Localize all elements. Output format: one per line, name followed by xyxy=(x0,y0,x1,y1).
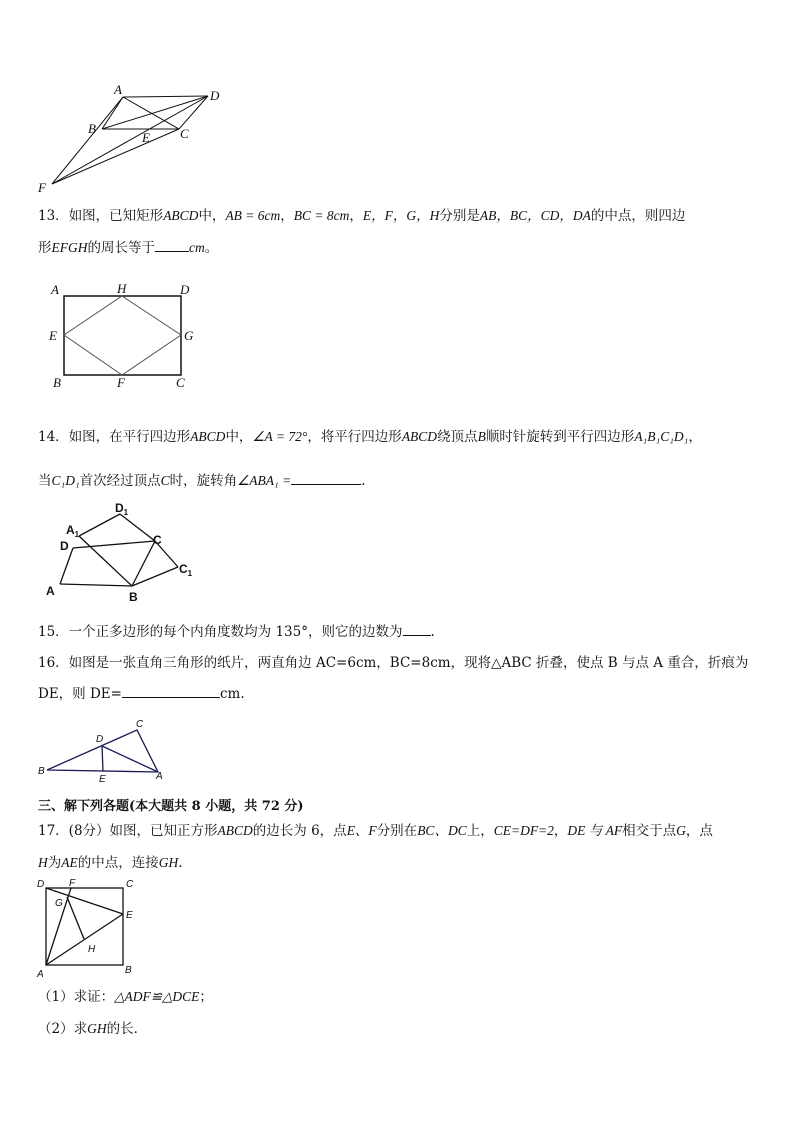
q17-text: 的中点，连接 xyxy=(77,855,159,871)
section-heading: 三、解下列各题(本大题共 8 小题，共 72 分) xyxy=(38,799,304,814)
q17-abcd: ABCD xyxy=(217,823,253,838)
q14-abcd: ABCD xyxy=(401,429,438,444)
quad-efgh xyxy=(64,296,181,375)
q14-abcd: ABCD xyxy=(190,429,226,444)
q13-text: 中， xyxy=(198,208,226,224)
q17-bcdc: BC、DC xyxy=(417,823,467,838)
q14-text: ， xyxy=(688,429,702,445)
line-C1B xyxy=(132,567,178,586)
line-FA xyxy=(52,97,123,184)
q13-text: 形 xyxy=(38,240,52,256)
label-B: B xyxy=(125,965,132,976)
figure-q12 xyxy=(30,80,230,195)
q13-line2 xyxy=(38,232,760,264)
line-AB xyxy=(60,584,132,586)
figure-q12-svg xyxy=(30,80,230,195)
line-BC xyxy=(132,541,155,586)
label-D1: $D_1$ xyxy=(115,501,129,517)
label-A: A xyxy=(156,771,163,782)
q17-line2 xyxy=(38,847,760,879)
q14-c: C xyxy=(160,473,170,488)
q17-text: 的边长为 6，点 xyxy=(252,823,347,839)
q13-number: 13． xyxy=(38,208,69,224)
label-A1: $A_1$ xyxy=(66,523,80,539)
q17-text: （2）求 xyxy=(38,1021,88,1037)
q14-c1d1: C₁D₁ xyxy=(51,473,80,488)
q17-h: H xyxy=(38,855,48,870)
q17-gh: GH xyxy=(87,1021,107,1036)
label-A: A xyxy=(114,82,122,97)
q14-angle: ∠A = 72° xyxy=(252,429,308,444)
q13-sides: AB，BC，CD，DA xyxy=(479,208,591,223)
q15-text: 15．一个正多边形的每个内角度数均为 135°，则它的边数为 xyxy=(38,624,403,640)
figure-q13-svg xyxy=(45,278,205,393)
label-E: E xyxy=(49,328,57,343)
label-G: G xyxy=(55,898,63,909)
q15-text: . xyxy=(430,624,435,640)
label-A: A xyxy=(46,584,55,598)
q17-text: ； xyxy=(199,989,213,1005)
line-D1A1 xyxy=(79,514,120,536)
question-13 xyxy=(38,200,760,264)
q17-congruence: △ADF≌△DCE xyxy=(114,989,200,1004)
line-AC xyxy=(123,97,179,129)
question-16 xyxy=(38,648,760,710)
q13-text: 。 xyxy=(204,240,219,256)
label-F: F xyxy=(38,180,46,195)
label-G: G xyxy=(184,328,194,343)
answer-blank[interactable] xyxy=(155,237,189,252)
q17-text: 相交于点 xyxy=(622,823,677,839)
q13-efgh: EFGH xyxy=(51,240,88,255)
q14-number: 14． xyxy=(38,429,69,445)
q16-text: cm. xyxy=(219,686,245,702)
q14-text: 顺时针旋转到平行四边形 xyxy=(485,429,635,445)
label-C: C xyxy=(153,533,162,547)
figure-q17 xyxy=(34,875,144,980)
answer-blank[interactable] xyxy=(403,621,431,636)
q13-ab: AB = 6cm xyxy=(225,208,281,223)
q14-b: B xyxy=(477,429,486,444)
label-E: E xyxy=(126,910,133,921)
line-AD xyxy=(123,96,208,97)
label-F: F xyxy=(117,375,125,390)
q17-text: （1）求证： xyxy=(38,989,115,1005)
line-DA xyxy=(102,746,158,772)
q13-line1 xyxy=(38,200,760,232)
label-C1: $C_1$ xyxy=(179,562,193,578)
q17-ef: E、F xyxy=(346,823,377,838)
q14-line2 xyxy=(38,459,760,503)
label-D: D xyxy=(60,539,69,553)
rectangle-abcd xyxy=(64,296,181,375)
q16-line1: 16．如图是一张直角三角形的纸片，两直角边 AC=6cm，BC=8cm，现将△ABC 折叠，使点 B 与点 A 重合，折痕为 xyxy=(38,655,749,671)
label-B: B xyxy=(129,590,138,604)
q14-line1 xyxy=(38,415,760,459)
q17-line1 xyxy=(38,815,760,847)
q13-bc: BC = 8cm xyxy=(293,208,350,223)
question-14 xyxy=(38,415,760,503)
label-B: B xyxy=(38,766,45,777)
label-H: H xyxy=(88,944,96,955)
figure-q13 xyxy=(45,278,205,393)
q13-text: ， xyxy=(280,208,294,224)
q17-part1 xyxy=(38,981,760,1013)
q14-text: ，将平行四边形 xyxy=(307,429,402,445)
label-C: C xyxy=(126,879,134,890)
question-15 xyxy=(38,617,760,648)
label-D: D xyxy=(37,879,45,890)
figure-q16 xyxy=(35,717,175,785)
q14-text: 首次经过顶点 xyxy=(79,473,161,489)
label-D: D xyxy=(96,734,104,745)
q14-text: 时，旋转角 xyxy=(169,473,238,489)
label-E: E xyxy=(99,774,106,785)
q17-text: ， xyxy=(553,823,568,839)
line-FC xyxy=(52,129,179,184)
line-GH xyxy=(67,897,84,939)
figure-q16-svg xyxy=(35,717,175,785)
line-D1C xyxy=(120,514,155,541)
question-17-parts xyxy=(38,981,760,1045)
line-DA xyxy=(60,548,73,584)
q16-text: DE，则 DE= xyxy=(38,686,122,702)
q17-part2 xyxy=(38,1013,760,1045)
label-B: B xyxy=(53,375,61,390)
q17-text: 的长． xyxy=(106,1021,148,1037)
q14-rotation: ∠ABA₁ = xyxy=(237,473,292,488)
q17-text: 17．(8分）如图，已知正方形 xyxy=(38,823,218,839)
figure-q17-svg xyxy=(34,875,144,980)
label-D: D xyxy=(210,88,220,103)
answer-blank[interactable] xyxy=(122,683,220,698)
q13-unit: cm xyxy=(189,240,205,255)
line-BD xyxy=(102,96,208,129)
label-E: E xyxy=(142,130,150,145)
label-C: C xyxy=(136,719,144,730)
label-F: F xyxy=(69,878,76,889)
q17-cedf: CE=DF=2 xyxy=(493,823,554,838)
q13-text: 的周长等于 xyxy=(87,240,155,256)
q16-line2 xyxy=(38,679,760,710)
q17-ae: AE xyxy=(61,855,78,870)
answer-blank[interactable] xyxy=(291,470,361,485)
question-17 xyxy=(38,815,760,879)
q13-text: 分别是 xyxy=(439,208,480,224)
line-DE xyxy=(102,746,103,771)
label-C: C xyxy=(176,375,185,390)
label-A: A xyxy=(37,969,44,980)
q17-text: 上， xyxy=(466,823,494,839)
q17-text: . xyxy=(178,855,183,871)
line-AB xyxy=(102,97,123,129)
q13-text: 如图，已知矩形 xyxy=(68,208,164,224)
line-AE xyxy=(46,914,123,965)
q13-abcd: ABCD xyxy=(163,208,199,223)
figure-q14 xyxy=(40,500,210,610)
q14-text: 中， xyxy=(225,429,253,445)
q17-deaf: DE 与 AF xyxy=(567,823,623,838)
q14-a1b1c1d1: A₁B₁C₁D₁ xyxy=(634,429,689,444)
label-H: H xyxy=(117,281,127,296)
q14-text: 当 xyxy=(38,473,52,489)
q14-text: 绕顶点 xyxy=(437,429,478,445)
q14-text: . xyxy=(361,473,366,489)
q17-text: 为 xyxy=(47,855,62,871)
q17-g: G xyxy=(676,823,686,838)
q13-points: E，F，G，H xyxy=(362,208,440,223)
q14-text: 如图，在平行四边形 xyxy=(68,429,191,445)
q17-text: 分别在 xyxy=(376,823,418,839)
q17-gh: GH xyxy=(158,855,179,870)
q13-text: ， xyxy=(349,208,363,224)
figure-q14-svg xyxy=(40,500,210,610)
label-A: A xyxy=(51,282,59,297)
q13-text: 的中点，则四边 xyxy=(590,208,686,224)
label-C: C xyxy=(180,126,189,141)
label-D: D xyxy=(180,282,190,297)
label-B: B xyxy=(88,121,96,136)
q17-text: ，点 xyxy=(685,823,713,839)
